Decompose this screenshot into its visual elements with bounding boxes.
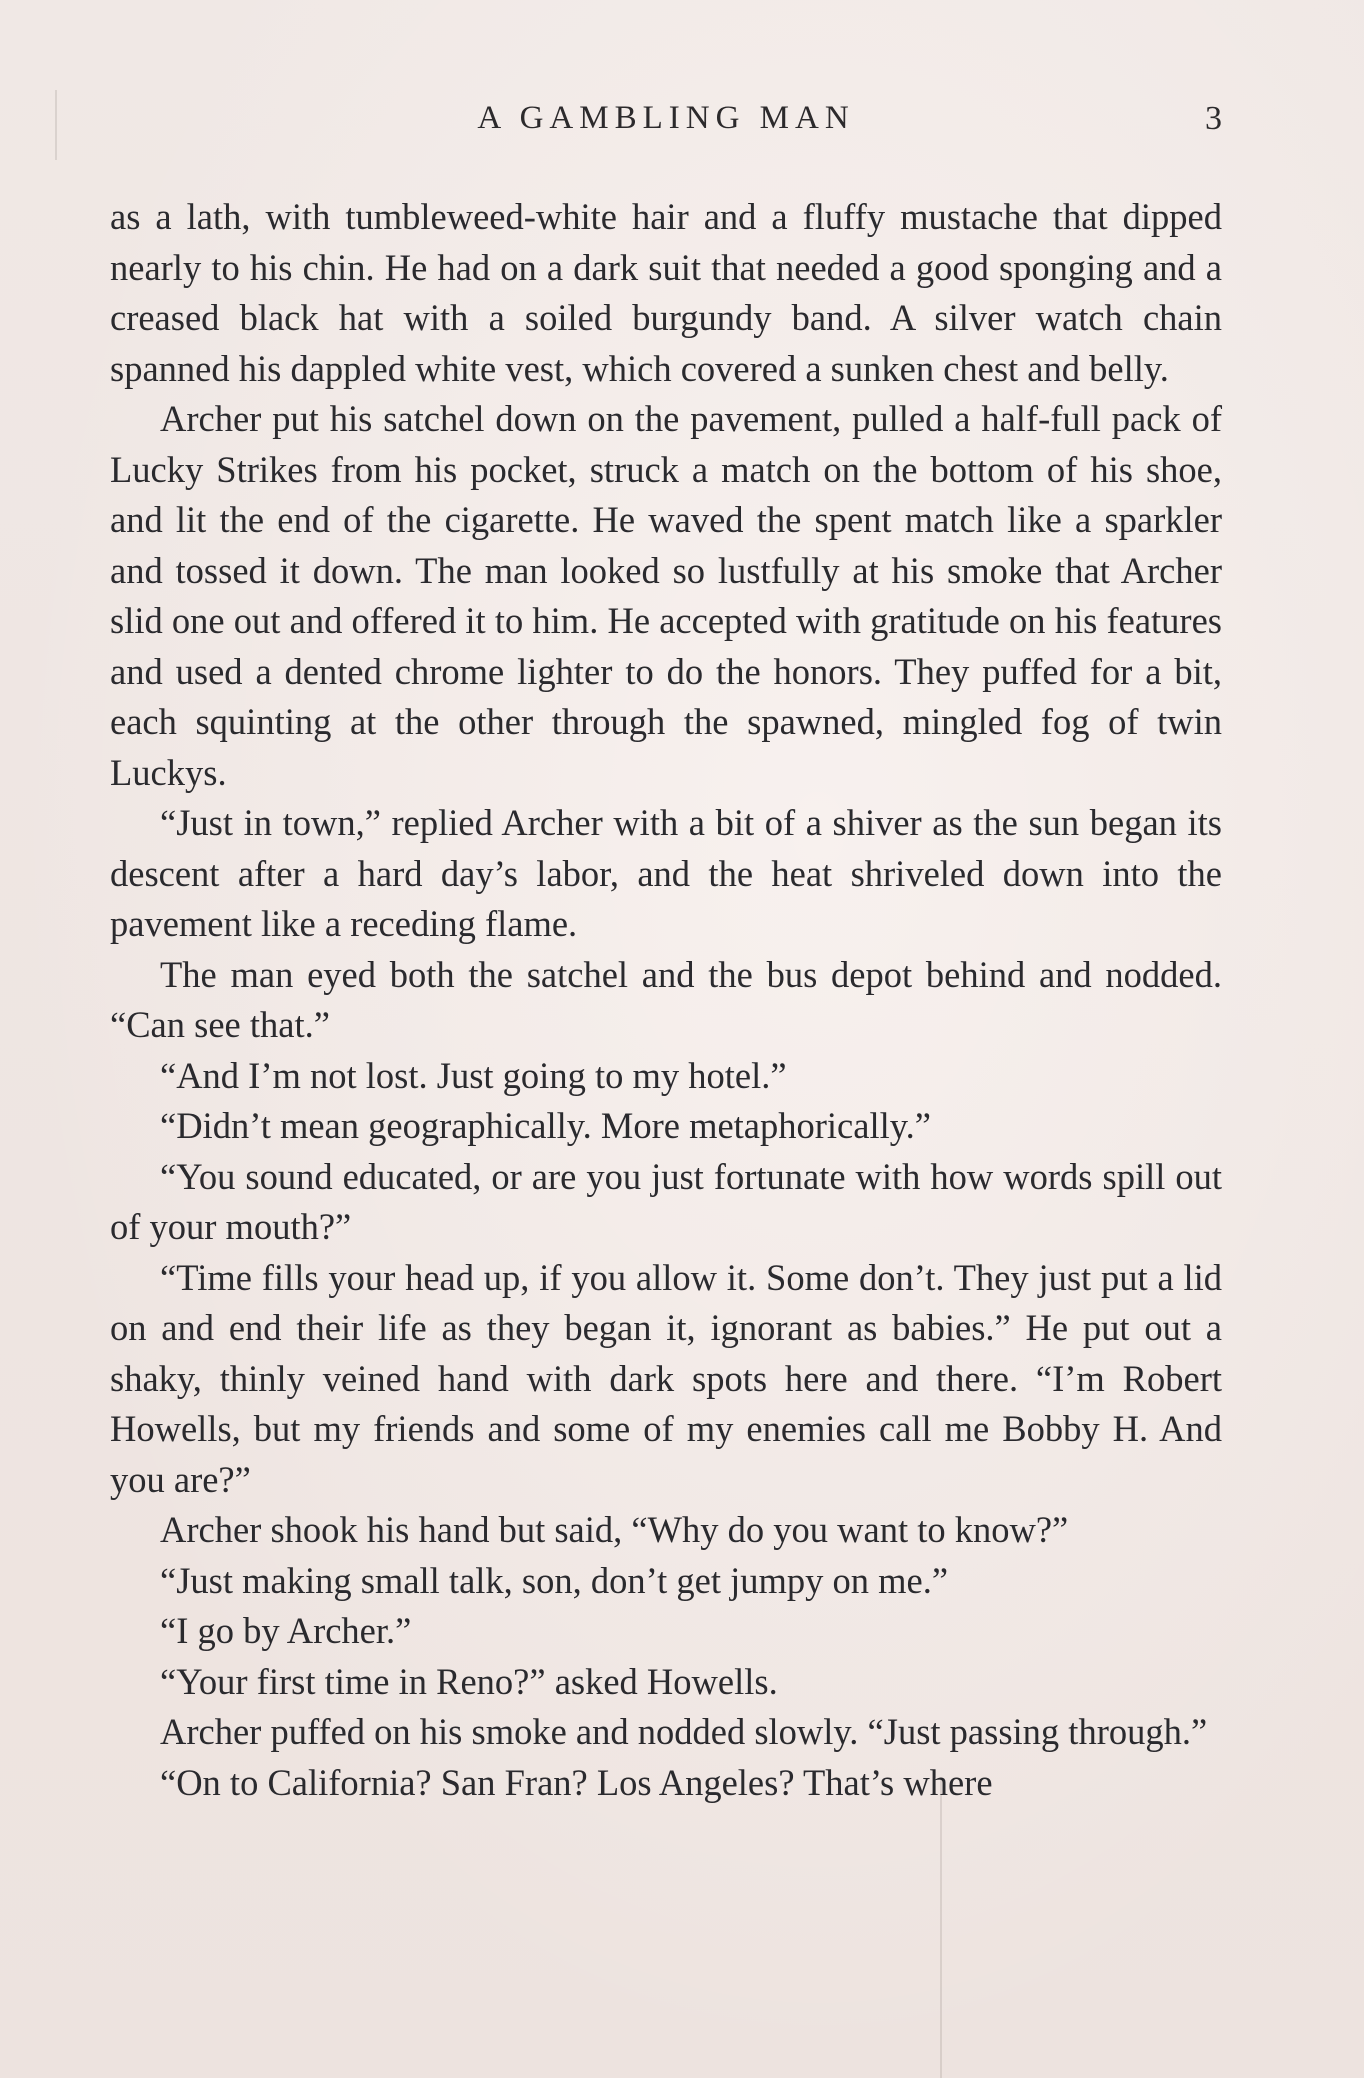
paragraph: The man eyed both the satchel and the bus depot behind and nodded. “Can see that.” — [110, 953, 1222, 1045]
running-head-title: A GAMBLING MAN — [477, 100, 855, 136]
paragraph: as a lath, with tumbleweed-white hair and a fluffy mustache that dipped nearly to his chin. He had on a dark suit that needed a good sponging and a creased black hat with a soiled burgundy band. A silver watch chain spanned his dappled white vest, which covered a sunken chest and belly. — [110, 196, 1222, 389]
paragraph: “And I’m not lost. Just going to my hotel.” — [160, 1054, 787, 1096]
paragraph: Archer shook his hand but said, “Why do you want to know?” — [160, 1509, 1069, 1550]
paragraph: “Time fills your head up, if you allow it. Some don’t. They just put a lid on and end their life as they began it, ignorant as babies.” He put out a shaky, thinly veined hand with dark spots here and there. “I’m Robert Howells, but my friends and some of my enemies call me Bobby H. And you are?” — [110, 1256, 1222, 1500]
page-number: 3 — [1205, 100, 1222, 137]
paragraph: Archer puffed on his smoke and nodded slowly. “Just passing through.” — [160, 1711, 1208, 1752]
paragraph: “On to California? San Fran? Los Angeles? That’s where — [160, 1761, 993, 1803]
page-edge-mark — [55, 90, 57, 160]
paragraph: “I go by Archer.” — [160, 1610, 412, 1651]
page-header — [110, 100, 1222, 150]
page-fold-mark — [940, 1780, 942, 2078]
paragraph: Archer put his satchel down on the pavement, pulled a half-full pack of Lucky Strikes from his pocket, struck a match on the bottom of his shoe, and lit the end of the cigarette. He waved the spent match like a sparkler and tossed it down. The man looked so lustfully at his smoke that Archer slid one out and offered it to him. He accepted with gratitude on his features and used a dented chrome lighter to do the honors. They puffed for a bit, each squinting at the other through the spawned, mingled fog of twin Luckys. — [110, 398, 1222, 793]
paragraph: “Just making small talk, son, don’t get jumpy on me.” — [160, 1559, 949, 1601]
paragraph: “Didn’t mean geographically. More metaphorically.” — [160, 1105, 931, 1146]
paragraph: “Just in town,” replied Archer with a bit of a shiver as the sun began its descent after a hard day’s labor, and the heat shriveled down into the pavement like a receding flame. — [110, 802, 1222, 944]
body-text — [110, 192, 1222, 1808]
paragraph: “Your first time in Reno?” asked Howells. — [160, 1660, 778, 1702]
paragraph: “You sound educated, or are you just fortunate with how words spill out of your mouth?” — [110, 1155, 1222, 1247]
